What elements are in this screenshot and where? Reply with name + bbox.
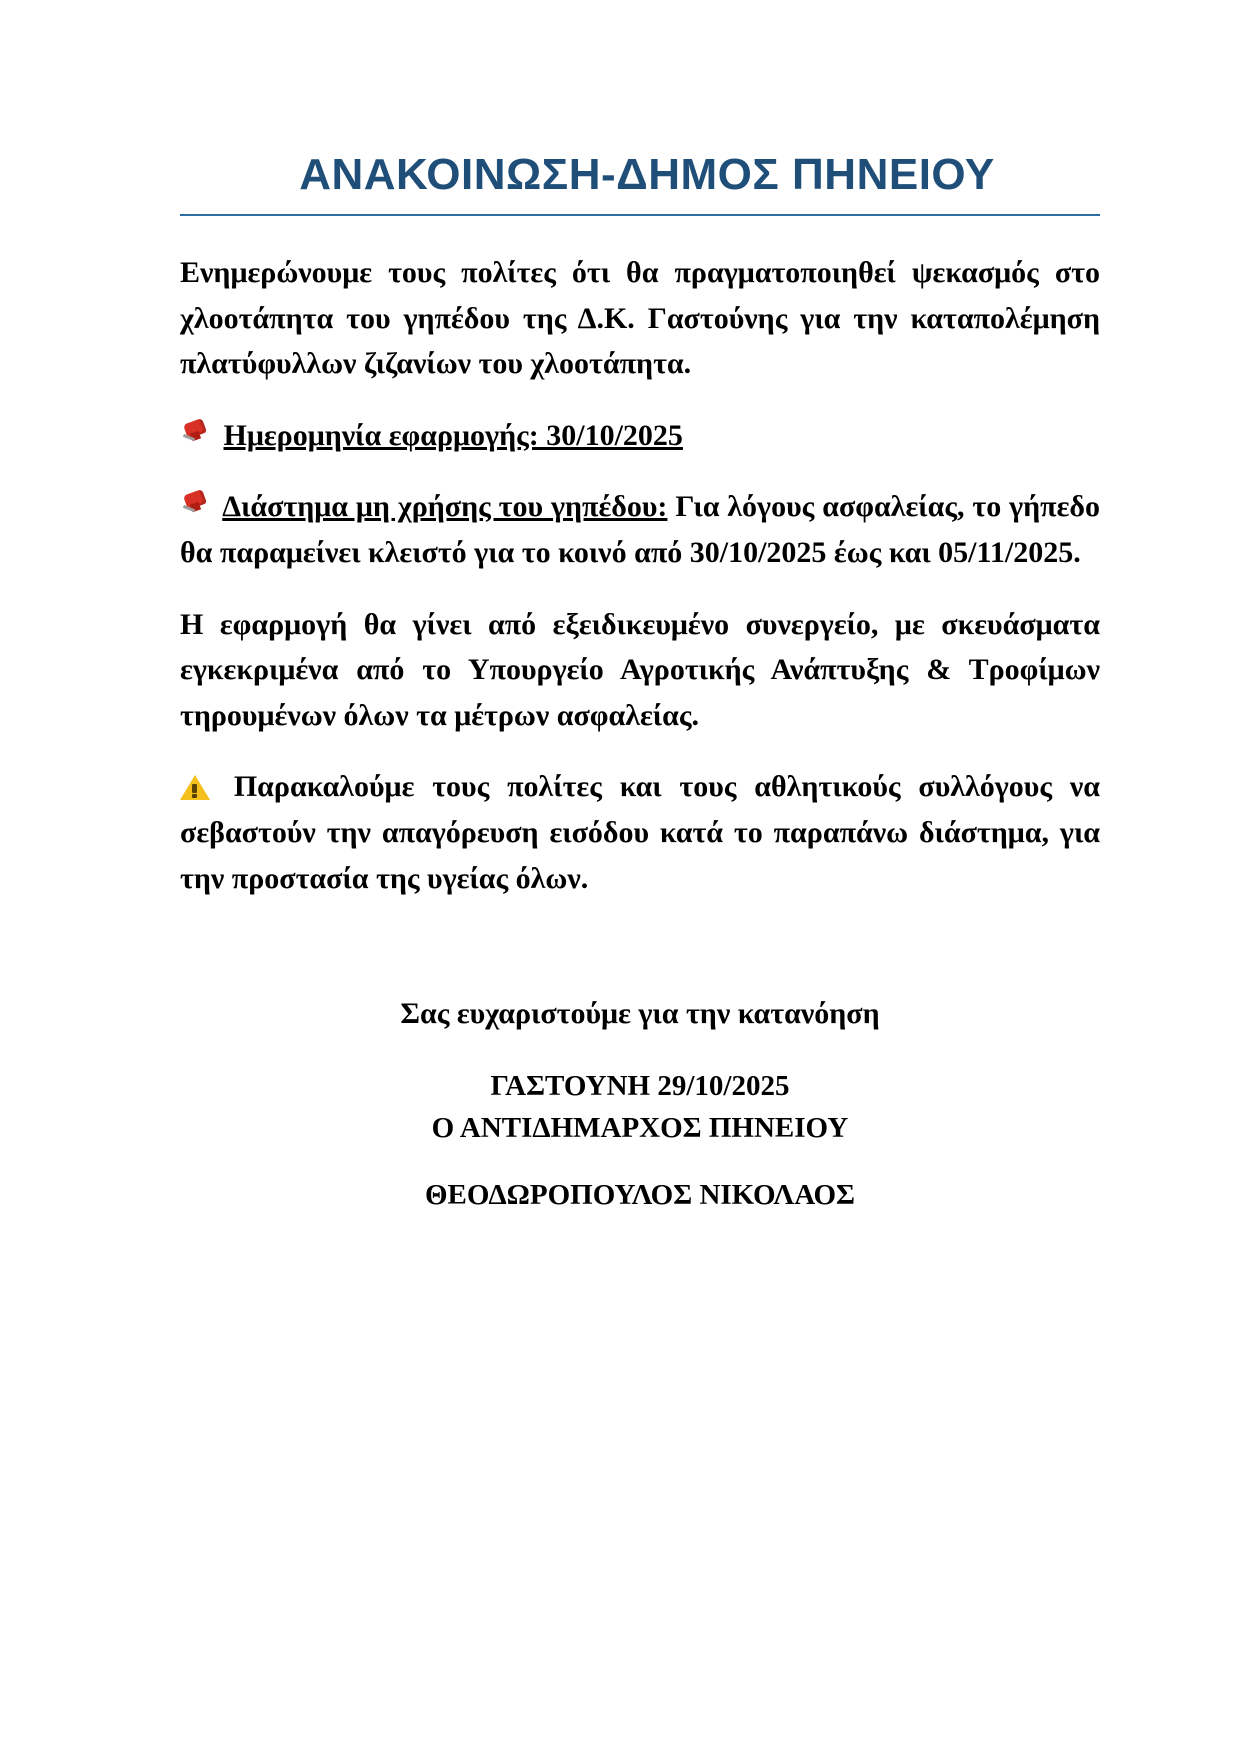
- pushpin-icon: [180, 419, 210, 449]
- request-paragraph: [180, 764, 1100, 901]
- signer-name: ΘΕΟΔΩΡΟΠΟΥΛΟΣ ΝΙΚΟΛΑΟΣ: [425, 1179, 855, 1212]
- thanks-line: Σας ευχαριστούμε για την κατανόηση: [400, 997, 880, 1031]
- place-date-line: ΓΑΣΤΟΥΝΗ 29/10/2025: [490, 1070, 790, 1103]
- pushpin-icon: [180, 490, 210, 520]
- closure-period-paragraph: [180, 484, 1100, 575]
- intro-paragraph: Ενημερώνουμε τους πολίτες ότι θα πραγματοποιηθεί ψεκασμός στο χλοοτάπητα του γηπέδου της Δ.Κ. Γαστούνης για την καταπολέμηση πλατύφυλλων ζιζανίων του χλοοτάπητα.: [180, 256, 1100, 381]
- request-text: Παρακαλούμε τους πολίτες και τους αθλητικούς συλλόγους να σεβαστούν την απαγόρευση εισόδου κατά το παραπάνω διάστημα, για την προστασία της υγείας όλων.: [180, 770, 1101, 895]
- title-divider: [180, 214, 1100, 216]
- application-date-line: [180, 413, 1100, 459]
- page-title: ΑΝΑΚΟΙΝΩΣΗ-ΔΗΜΟΣ ΠΗΝΕΙΟΥ: [299, 150, 995, 199]
- signature-block: [180, 1065, 1100, 1149]
- closure-period-label: Διάστημα μη χρήσης του γηπέδου:: [222, 490, 668, 524]
- warning-icon: [180, 773, 210, 800]
- role-line: Ο ΑΝΤΙΔΗΜΑΡΧΟΣ ΠΗΝΕΙΟΥ: [431, 1112, 849, 1145]
- application-details-paragraph: Η εφαρμογή θα γίνει από εξειδικευμένο συνεργείο, με σκευάσματα εγκεκριμένα από το Υπουργείο Αγροτικής Ανάπτυξης & Τροφίμων τηρουμένων όλων τα μέτρων ασφαλείας.: [180, 607, 1100, 732]
- application-date-label: Ημερομηνία εφαρμογής: 30/10/2025: [223, 418, 683, 452]
- closure-period-text: Για λόγους ασφαλείας, το γήπεδο θα παραμείνει κλειστό για το κοινό από 30/10/2025 έως και 05/11/2025.: [180, 490, 1100, 569]
